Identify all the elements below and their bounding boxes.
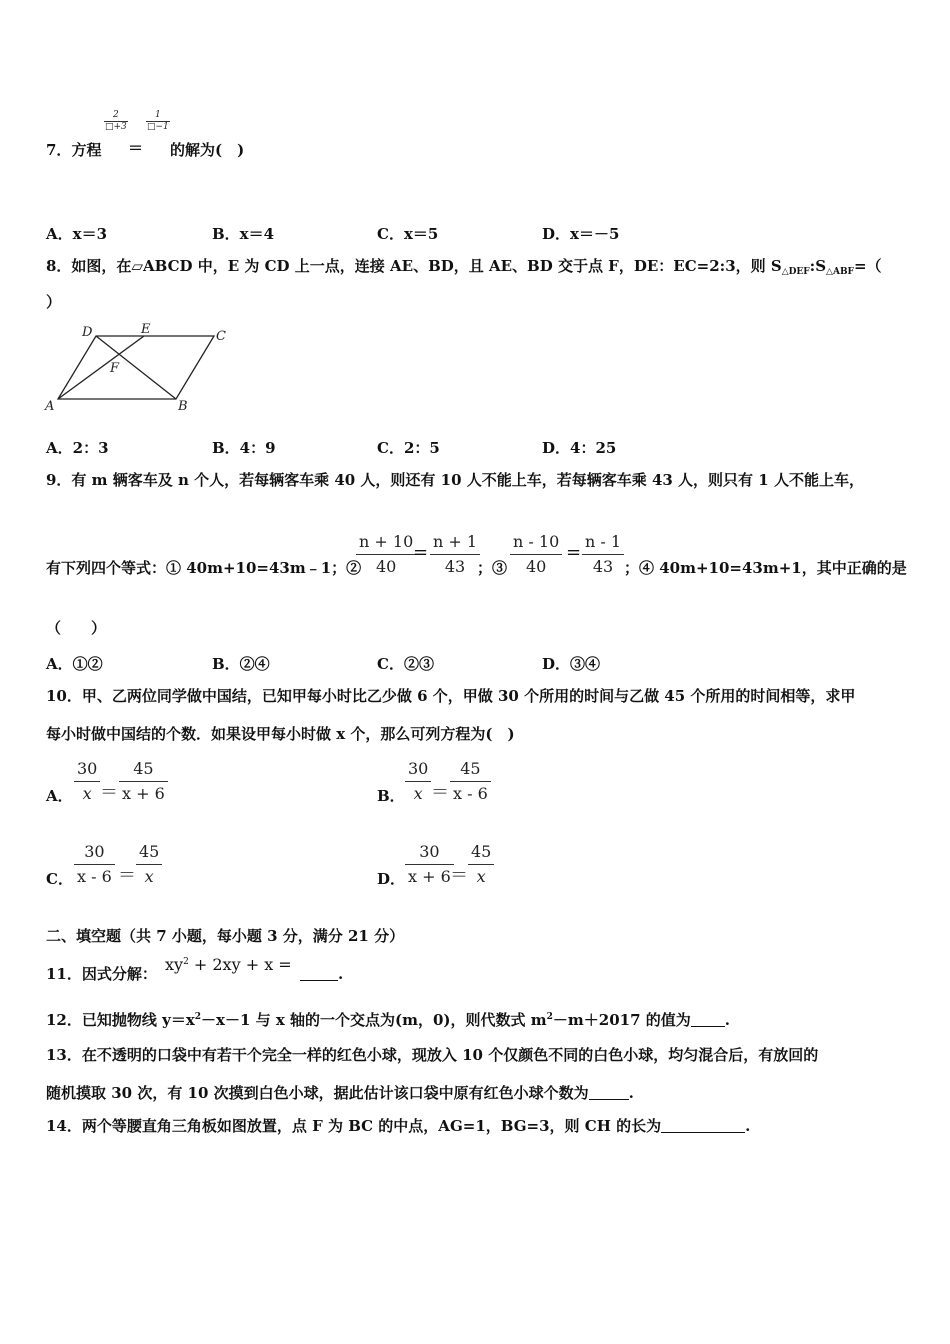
q11-blank[interactable] xyxy=(300,966,338,981)
q12-sup2: 2 xyxy=(546,1012,553,1022)
q10-c-r-den: x xyxy=(144,867,154,886)
q13-line2-text: 随机摸取 30 次，有 10 次摸到白色小球，据此估计该口袋中原有红色小球个数为 xyxy=(46,1084,589,1102)
q12-sup1: 2 xyxy=(194,1012,202,1022)
q12-text-b: －x－1 与 x 轴的一个交点为(m，0)，则代数式 m xyxy=(201,1011,547,1029)
q10-a-l-den: x xyxy=(82,784,92,803)
q12-end: . xyxy=(724,1011,730,1029)
q7-text-after: 的解为( ) xyxy=(170,141,245,159)
q8-option-c[interactable]: C．2：5 xyxy=(377,439,440,457)
q14-text: 14．两个等腰直角三角板如图放置，点 F 为 BC 的中点，AG=1，BG=3，则 CH 的长为 xyxy=(46,1117,662,1135)
q9-eq3-right-fraction xyxy=(582,532,624,576)
q7-text-before: 方程 xyxy=(71,141,102,159)
label-e: E xyxy=(141,322,151,337)
q11-expr-sup: 2 xyxy=(183,957,189,967)
q10-c-l-num: 30 xyxy=(74,842,115,865)
q10-d-right-fraction xyxy=(468,842,494,886)
section-2-heading: 二、填空题（共 7 小题，每小题 3 分，满分 21 分） xyxy=(46,927,405,945)
q9-line1: 9．有 m 辆客车及 n 个人，若每辆客车乘 40 人，则还有 10 人不能上车，若每辆客车乘 43 人，则只有 1 人不能上车， xyxy=(46,471,864,489)
label-c: C xyxy=(216,329,226,344)
q9-f2a-num: n + 10 xyxy=(356,532,416,555)
q10-d-equals: ＝ xyxy=(450,865,468,886)
q8-mid: :S xyxy=(809,257,827,275)
q10-b-right-fraction xyxy=(450,759,491,803)
q10-c-equals: ＝ xyxy=(118,865,136,886)
q9-eq2-equals: = xyxy=(413,542,429,563)
q10-line1: 10．甲、乙两位同学做中国结，已知甲每小时比乙少做 6 个，甲做 30 个所用的时间与乙做 45 个所用的时间相等，求甲 xyxy=(46,687,856,705)
q10-option-b-label[interactable]: B． xyxy=(377,787,405,805)
q7-fraction-left xyxy=(104,110,128,132)
q9-eq2-left-fraction xyxy=(356,532,416,576)
q9-f2b-den: 43 xyxy=(444,557,466,576)
q12-text-c: －m＋2017 的值为 xyxy=(552,1011,691,1029)
q9-f3a-den: 40 xyxy=(525,557,547,576)
q9-f2a-den: 40 xyxy=(375,557,397,576)
q13-end: . xyxy=(628,1084,634,1102)
q10-b-equals: ＝ xyxy=(431,782,449,803)
q7-frac1-numerator: 2 xyxy=(104,110,128,122)
q7-stem xyxy=(46,142,101,159)
q9-option-c[interactable]: C．②③ xyxy=(377,655,434,673)
q10-b-l-den: x xyxy=(413,784,423,803)
q10-b-left-fraction xyxy=(405,759,431,803)
q14-blank[interactable] xyxy=(661,1118,745,1133)
q9-f2b-num: n + 1 xyxy=(430,532,480,555)
q9-f3b-den: 43 xyxy=(592,557,614,576)
q9-answer-paren: （ ） xyxy=(46,619,107,637)
q7-option-a[interactable]: A．x＝3 xyxy=(46,225,108,243)
q10-c-l-den: x - 6 xyxy=(77,867,112,886)
q10-a-l-num: 30 xyxy=(74,759,100,782)
q8-parallelogram-figure xyxy=(42,318,242,413)
q9-line2-end: ；④ 40m+10=43m+1，其中正确的是 xyxy=(624,559,907,577)
q10-a-r-den: x + 6 xyxy=(122,784,165,803)
q8-sub-def: △DEF xyxy=(781,267,810,277)
q13-blank[interactable] xyxy=(589,1085,629,1100)
q11-answer-line[interactable] xyxy=(300,966,343,983)
q10-d-r-den: x xyxy=(476,867,486,886)
q11-expr-b: + 2xy + x = xyxy=(188,955,292,974)
q8-close-paren: ） xyxy=(46,293,62,311)
q14-end: . xyxy=(745,1117,751,1135)
q8-text-a: 8．如图，在▱ABCD 中，E 为 CD 上一点，连接 AE、BD，且 AE、BD 交于点 F，DE：EC=2:3，则 S xyxy=(46,257,782,275)
q8-option-a[interactable]: A．2：3 xyxy=(46,439,109,457)
q12-stem xyxy=(46,1012,730,1029)
segment-ae xyxy=(58,336,144,399)
q10-c-right-fraction xyxy=(136,842,162,886)
q8-option-d[interactable]: D．4：25 xyxy=(542,439,617,457)
q10-a-left-fraction xyxy=(74,759,100,803)
q7-frac2-numerator: 1 xyxy=(146,110,170,122)
q9-f3b-num: n - 1 xyxy=(582,532,624,555)
q7-number: 7． xyxy=(46,141,72,159)
q12-blank[interactable] xyxy=(691,1012,725,1027)
q10-c-left-fraction xyxy=(74,842,115,886)
q10-a-r-num: 45 xyxy=(119,759,168,782)
q9-option-b[interactable]: B．②④ xyxy=(212,655,270,673)
q7-option-d[interactable]: D．x＝－5 xyxy=(542,225,620,243)
segment-bd xyxy=(96,336,176,399)
q10-b-r-den: x - 6 xyxy=(453,784,488,803)
q10-option-d-label[interactable]: D． xyxy=(377,870,406,888)
q10-option-a-label[interactable]: A． xyxy=(46,787,73,805)
q9-line2-start: 有下列四个等式：① 40m+10=43m﹣1；② xyxy=(46,559,362,577)
q9-eq2-right-fraction xyxy=(430,532,480,576)
q11-end: . xyxy=(338,965,344,983)
q9-option-a[interactable]: A．①② xyxy=(46,655,103,673)
q10-a-right-fraction xyxy=(119,759,168,803)
q10-c-r-num: 45 xyxy=(136,842,162,865)
q9-f3a-num: n - 10 xyxy=(510,532,562,555)
q8-text-b: =（ xyxy=(853,257,882,275)
q9-sep3: ；③ xyxy=(477,559,508,577)
q10-b-l-num: 30 xyxy=(405,759,431,782)
q10-d-l-num: 30 xyxy=(405,842,454,865)
q10-line2: 每小时做中国结的个数．如果设甲每小时做 x 个，那么可列方程为( ) xyxy=(46,725,515,743)
q8-sub-abf: △ABF xyxy=(826,267,854,277)
label-f: F xyxy=(110,361,120,376)
q10-d-left-fraction xyxy=(405,842,454,886)
q10-d-l-den: x + 6 xyxy=(408,867,451,886)
label-b: B xyxy=(178,399,188,413)
q11-stem: 11．因式分解： xyxy=(46,965,157,983)
q10-b-r-num: 45 xyxy=(450,759,491,782)
q7-frac2-denominator: □−1 xyxy=(147,122,169,132)
q14-stem xyxy=(46,1118,750,1135)
label-a: A xyxy=(45,399,55,413)
q9-eq3-equals: = xyxy=(566,542,582,563)
q10-a-equals: ＝ xyxy=(100,782,118,803)
q10-option-c-label[interactable]: C． xyxy=(46,870,73,888)
q10-d-r-num: 45 xyxy=(468,842,494,865)
q8-option-b[interactable]: B．4：9 xyxy=(212,439,276,457)
q9-option-d[interactable]: D．③④ xyxy=(542,655,601,673)
q8-stem xyxy=(46,258,882,278)
q13-line2 xyxy=(46,1085,634,1102)
label-d: D xyxy=(82,325,93,340)
q9-eq3-left-fraction xyxy=(510,532,562,576)
q7-option-c[interactable]: C．x＝5 xyxy=(377,225,439,243)
q11-expr-a: xy xyxy=(165,955,184,974)
q11-expression xyxy=(165,955,292,974)
q12-text-a: 12．已知抛物线 y＝x xyxy=(46,1011,195,1029)
q13-line1: 13．在不透明的口袋中有若干个完全一样的红色小球，现放入 10 个仅颜色不同的白色小球，均匀混合后，有放回的 xyxy=(46,1046,819,1064)
q7-option-b[interactable]: B．x＝4 xyxy=(212,225,275,243)
q7-frac1-denominator: □+3 xyxy=(105,122,127,132)
q7-equals: ＝ xyxy=(128,139,144,157)
q7-fraction-right xyxy=(146,110,170,132)
